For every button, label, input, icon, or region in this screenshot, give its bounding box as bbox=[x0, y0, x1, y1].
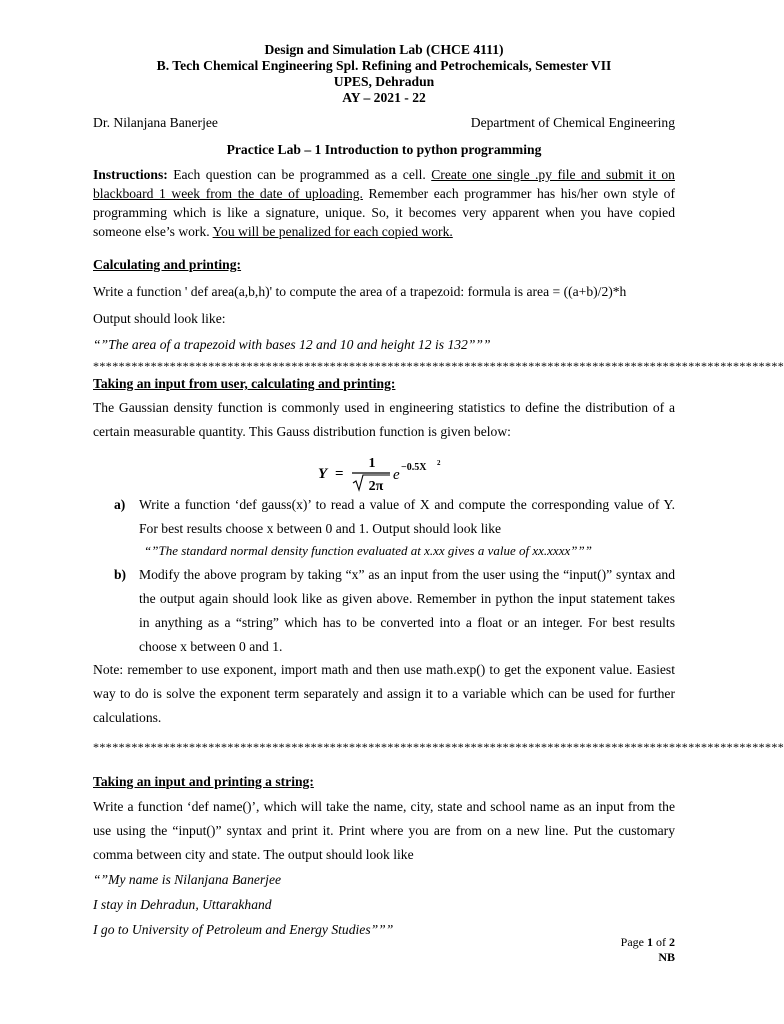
output-line-3: I go to University of Petroleum and Energy Studies””” bbox=[93, 922, 394, 937]
note-paragraph: Note: remember to use exponent, import math and then use math.exp() to get the exponent value. Easiest way to do is solve the exponent term separately and assign it to a variable which can be used for further calculations. bbox=[93, 662, 675, 725]
separator-line-1: ************************************************************************************************************ bbox=[93, 359, 784, 373]
formula-equals: = bbox=[335, 466, 344, 482]
formula-exponent-power: 2 bbox=[437, 459, 441, 467]
formula-exponent: −0.5X bbox=[401, 462, 427, 473]
section3-example-output bbox=[93, 867, 393, 942]
output-line-2: I stay in Dehradun, Uttarakhand bbox=[93, 897, 272, 912]
item-a-text: Write a function ‘def gauss(x)’ to read a value of X and compute the corresponding value of Y. For best results choose x between 0 and 1. Output should look like bbox=[139, 497, 675, 536]
page-number: Page 1 of 2 bbox=[620, 935, 675, 949]
section-heading-calculating: Calculating and printing: bbox=[93, 257, 242, 272]
item-b-text: Modify the above program by taking “x” as an input from the user using the “input()” syntax and the output again should look like as given above. Remember in python the input statement takes in anything as a “string” which has to be converted into a float or an integer. For best results choose x between 0 and 1. bbox=[139, 567, 675, 654]
page-footer bbox=[621, 935, 675, 965]
formula-base: e bbox=[393, 467, 400, 483]
academic-year: AY – 2021 - 22 bbox=[342, 90, 426, 105]
instructions-text-2: Remember each programmer has his/her own style of programming which is like a signature, unique. So, it becomes very apparent when you have copied someone else’s work. bbox=[93, 186, 676, 239]
document-header bbox=[0, 42, 768, 106]
section1-example-output: “”The area of a trapezoid with bases 12 and 10 and height 12 is 132””” bbox=[93, 337, 491, 352]
instructions-underlined-1: Create one single .py file and submit it on blackboard 1 week from the date of uploading. bbox=[93, 167, 675, 201]
instructions-label: Instructions: bbox=[93, 167, 168, 182]
program-line: B. Tech Chemical Engineering Spl. Refining and Petrochemicals, Semester VII bbox=[156, 58, 612, 73]
instructions-underlined-2: You will be penalized for each copied work. bbox=[212, 224, 453, 239]
section2-paragraph-1: The Gaussian density function is commonly used in engineering statistics to define the distribution of a certain measurable quantity. This Gauss distribution function is given below: bbox=[93, 400, 675, 439]
department-name: Department of Chemical Engineering bbox=[470, 115, 675, 130]
item-a-example-output: “”The standard normal density function evaluated at x.xx gives a value of xx.xxxx””” bbox=[144, 543, 592, 558]
item-a-label: a) bbox=[114, 497, 126, 512]
gaussian-formula bbox=[300, 448, 470, 496]
section3-paragraph-1: Write a function ‘def name()’, which will take the name, city, state and school name as an input from the use using the “input()” syntax and print it. Print where you are from on a new line. Put the customary comma between city and state. The output should look like bbox=[93, 799, 675, 862]
author-name: Dr. Nilanjana Banerjee bbox=[93, 115, 218, 130]
section-heading-input: Taking an input from user, calculating and printing: bbox=[93, 376, 396, 391]
section1-paragraph-1: Write a function ' def area(a,b,h)' to compute the area of a trapezoid: formula is area = ((a+b)/2)*h bbox=[93, 284, 627, 299]
lab-title: Practice Lab – 1 Introduction to python programming bbox=[226, 142, 542, 157]
instructions-paragraph bbox=[93, 165, 675, 241]
institution-line: UPES, Dehradun bbox=[333, 74, 435, 89]
formula-denominator: 2π bbox=[368, 479, 384, 494]
course-title: Design and Simulation Lab (CHCE 4111) bbox=[264, 42, 504, 57]
instructions-text-1: Each question can be programmed as a cell. bbox=[167, 167, 432, 182]
section1-paragraph-2: Output should look like: bbox=[93, 311, 226, 326]
output-line-1: “”My name is Nilanjana Banerjee bbox=[93, 872, 282, 887]
formula-lhs: Y bbox=[318, 466, 328, 482]
separator-line-2: ************************************************************************************************************ bbox=[93, 740, 784, 754]
item-b-label: b) bbox=[114, 567, 127, 582]
section-heading-string: Taking an input and printing a string: bbox=[93, 774, 314, 789]
formula-numerator: 1 bbox=[368, 456, 376, 471]
footer-initials: NB bbox=[658, 950, 675, 964]
